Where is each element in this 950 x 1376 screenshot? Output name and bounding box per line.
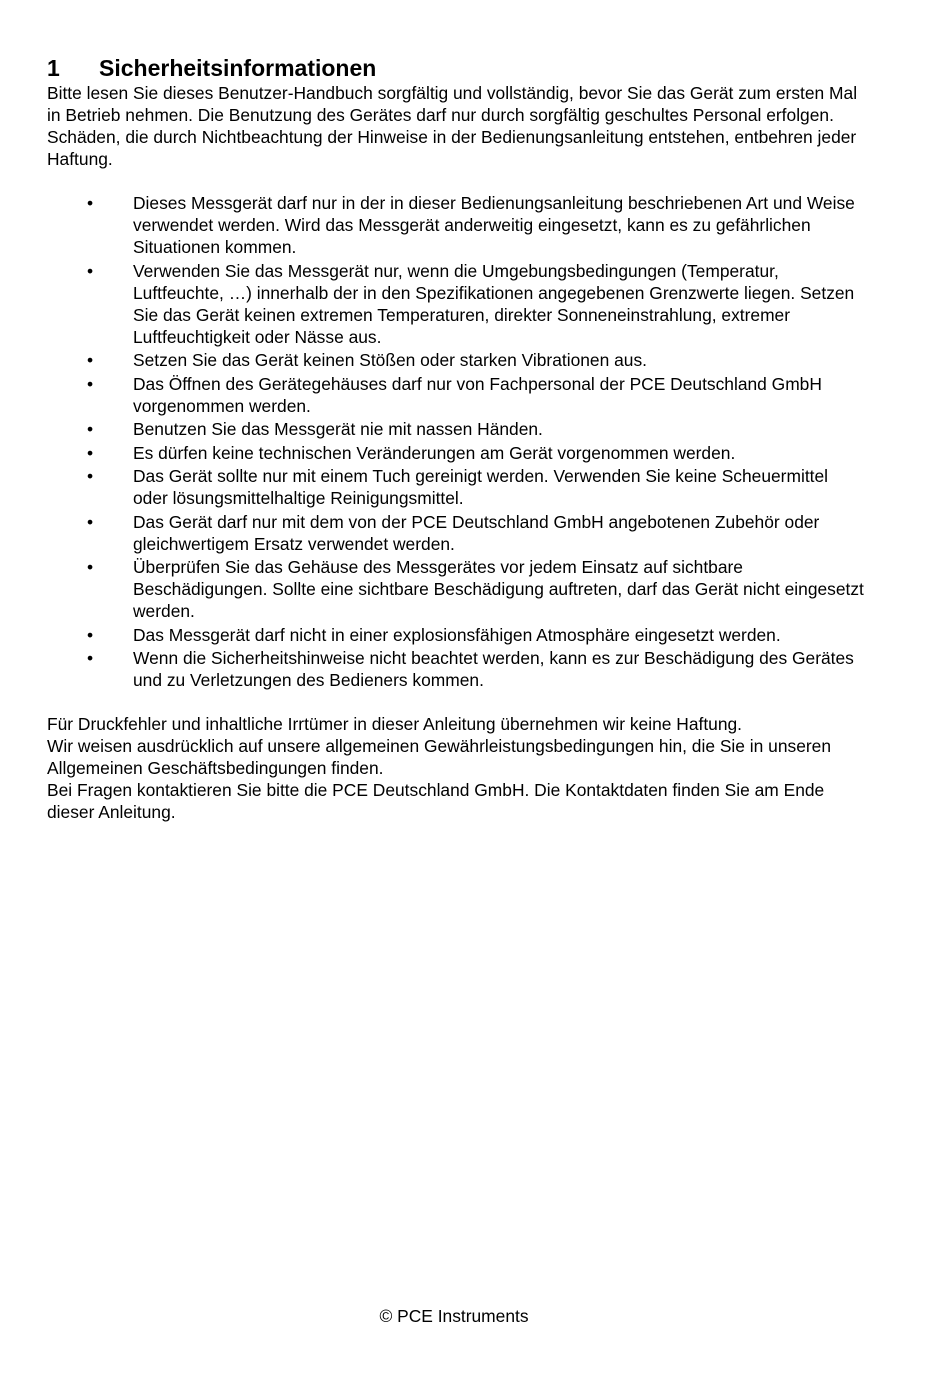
page-footer: © PCE Instruments	[379, 1306, 529, 1326]
list-item-text: Das Öffnen des Gerätegehäuses darf nur von Fachpersonal der PCE Deutschland GmbH vorgenommen werden.	[133, 373, 822, 416]
list-item	[47, 349, 867, 371]
list-item-text: Dieses Messgerät darf nur in der in dieser Bedienungsanleitung beschriebenen Art und Weise verwendet werden. Wird das Messgerät anderweitig eingesetzt, kann es zu gefährlichen Situationen kommen.	[133, 193, 855, 257]
bullet-icon: •	[87, 511, 94, 532]
section-title: Sicherheitsinformationen	[99, 55, 377, 81]
list-item-text: Das Gerät sollte nur mit einem Tuch gereinigt werden. Verwenden Sie keine Scheuermittel oder lösungsmittelhaltige Reinigungsmittel.	[133, 466, 829, 508]
list-item	[47, 647, 867, 691]
contact-paragraph: Bei Fragen kontaktieren Sie bitte die PCE Deutschland GmbH. Die Kontaktdaten finden Sie am Ende dieser Anleitung.	[47, 780, 825, 822]
safety-list	[47, 192, 867, 691]
disclaimer-paragraph: Für Druckfehler und inhaltliche Irrtümer in dieser Anleitung übernehmen wir keine Haftung.	[47, 714, 743, 734]
bullet-icon: •	[87, 557, 94, 577]
list-item	[47, 373, 867, 417]
list-item-text: Setzen Sie das Gerät keinen Stößen oder starken Vibrationen aus.	[133, 350, 647, 370]
bullet-icon: •	[87, 466, 94, 486]
document-page	[47, 54, 867, 823]
section-heading	[47, 54, 867, 82]
list-item-text: Überprüfen Sie das Gehäuse des Messgerätes vor jedem Einsatz auf sichtbare Beschädigungen. Sollte eine sichtbare Beschädigung auftreten, darf das Gerät nicht eingesetzt werden.	[133, 557, 864, 621]
bullet-icon: •	[87, 373, 94, 394]
list-item	[47, 465, 867, 509]
list-item-text: Es dürfen keine technischen Veränderungen am Gerät vorgenommen werden.	[133, 442, 736, 463]
list-item	[47, 511, 867, 555]
bullet-icon: •	[87, 624, 94, 645]
intro-paragraph: Bitte lesen Sie dieses Benutzer-Handbuch sorgfältig und vollständig, bevor Sie das Gerät zum ersten Mal in Betrieb nehmen. Die Benutzung des Gerätes darf nur durch sorgfältig geschultes Personal erfolgen. Schäden, die durch Nichtbeachtung der Hinweise in der Bedienungsanleitung entstehen, entbehren jeder Haftung.	[47, 83, 858, 169]
list-item	[47, 556, 867, 622]
bullet-icon: •	[87, 442, 94, 463]
list-item-text: Das Gerät darf nur mit dem von der PCE Deutschland GmbH angebotenen Zubehör oder gleichwertigem Ersatz verwendet werden.	[133, 511, 820, 554]
section-number: 1	[47, 55, 60, 81]
list-item-text: Wenn die Sicherheitshinweise nicht beachtet werden, kann es zur Beschädigung des Gerätes und zu Verletzungen des Bedieners kommen.	[133, 648, 854, 690]
list-item-text: Verwenden Sie das Messgerät nur, wenn die Umgebungsbedingungen (Temperatur, Luftfeuchte, …) innerhalb der in den Spezifikationen angegebenen Grenzwerte liegen. Setzen Sie das Gerät keinen extremen Temperaturen, direkter Sonneneinstrahlung, extremer Luftfeuchtigkeit oder Nässe aus.	[133, 260, 855, 347]
warranty-paragraph: Wir weisen ausdrücklich auf unsere allgemeinen Gewährleistungsbedingungen hin, die Sie in unseren Allgemeinen Geschäftsbedingungen finden.	[47, 736, 832, 778]
list-item-text: Das Messgerät darf nicht in einer explosionsfähigen Atmosphäre eingesetzt werden.	[133, 624, 781, 645]
list-item	[47, 442, 867, 464]
list-item-text: Benutzen Sie das Messgerät nie mit nassen Händen.	[133, 419, 543, 439]
bullet-icon: •	[87, 419, 94, 439]
list-item	[47, 418, 867, 440]
bullet-icon: •	[87, 260, 94, 281]
bullet-icon: •	[87, 193, 94, 213]
bullet-icon: •	[87, 350, 94, 370]
list-item	[47, 260, 867, 348]
list-item	[47, 192, 867, 258]
list-item	[47, 624, 867, 646]
bullet-icon: •	[87, 648, 94, 668]
